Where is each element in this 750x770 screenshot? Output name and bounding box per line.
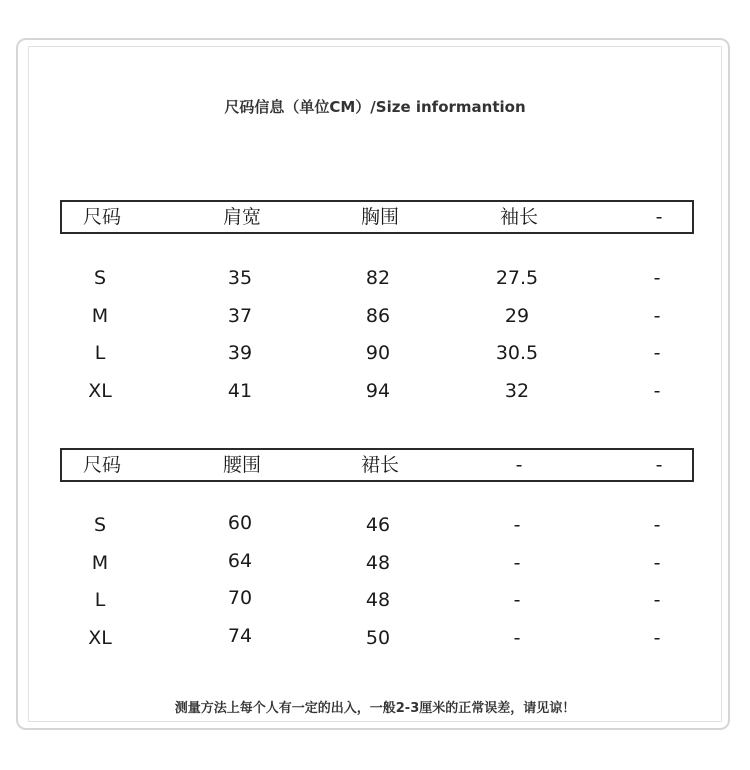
table2-cell: M [91, 552, 109, 574]
table2-cell: - [513, 627, 521, 649]
table2-header [60, 448, 694, 482]
table1-cell: 30.5 [495, 342, 539, 364]
table1-cell: 27.5 [495, 267, 539, 289]
table2-header-cell: 尺码 [82, 454, 122, 476]
table2-header-cell: - [655, 454, 663, 476]
table2-cell: - [653, 589, 661, 611]
table1-cell: 35 [227, 267, 253, 289]
table2-cell: 48 [365, 552, 391, 574]
table2-cell: 74 [227, 625, 253, 647]
table1-cell: 94 [365, 380, 391, 402]
table1-cell: S [93, 267, 107, 289]
table1-cell: - [653, 305, 661, 327]
table1-cell: XL [88, 380, 112, 402]
table1-cell: 39 [227, 342, 253, 364]
table1-header-cell: - [655, 206, 663, 228]
table1-header-cell: 尺码 [82, 206, 122, 228]
table2-cell: S [93, 514, 107, 536]
table2-cell: XL [88, 627, 112, 649]
table2-header-cell: 腰围 [222, 454, 262, 476]
table1-cell: - [653, 342, 661, 364]
table2-cell: - [653, 514, 661, 536]
table2-header-cell: - [515, 454, 523, 476]
table1-cell: 82 [365, 267, 391, 289]
table1-cell: - [653, 267, 661, 289]
table2-cell: - [653, 552, 661, 574]
table2-cell: - [653, 627, 661, 649]
table2-cell: 48 [365, 589, 391, 611]
table1-cell: - [653, 380, 661, 402]
table1-header-cell: 袖长 [499, 206, 539, 228]
table1-cell: L [94, 342, 106, 364]
table1-cell: 37 [227, 305, 253, 327]
table2-cell: - [513, 552, 521, 574]
table1-cell: 32 [504, 380, 530, 402]
table1-header-cell: 胸围 [360, 206, 400, 228]
table2-cell: 64 [227, 550, 253, 572]
table2-cell: L [94, 589, 106, 611]
table2-cell: 50 [365, 627, 391, 649]
table2-cell: 70 [227, 587, 253, 609]
table1-cell: 86 [365, 305, 391, 327]
table1-header-cell: 肩宽 [222, 206, 262, 228]
table1-cell: M [91, 305, 109, 327]
table1-header [60, 200, 694, 234]
table2-cell: 60 [227, 512, 253, 534]
measurement-note: 测量方法上每个人有一定的出入，一般2-3厘米的正常误差，请见谅！ [174, 701, 576, 716]
table2-cell: 46 [365, 514, 391, 536]
table2-cell: - [513, 514, 521, 536]
table1-cell: 90 [365, 342, 391, 364]
page-title: 尺码信息（单位CM）/Size informantion [224, 98, 526, 116]
table1-cell: 41 [227, 380, 253, 402]
table1-cell: 29 [504, 305, 530, 327]
table2-cell: - [513, 589, 521, 611]
table2-header-cell: 裙长 [360, 454, 400, 476]
